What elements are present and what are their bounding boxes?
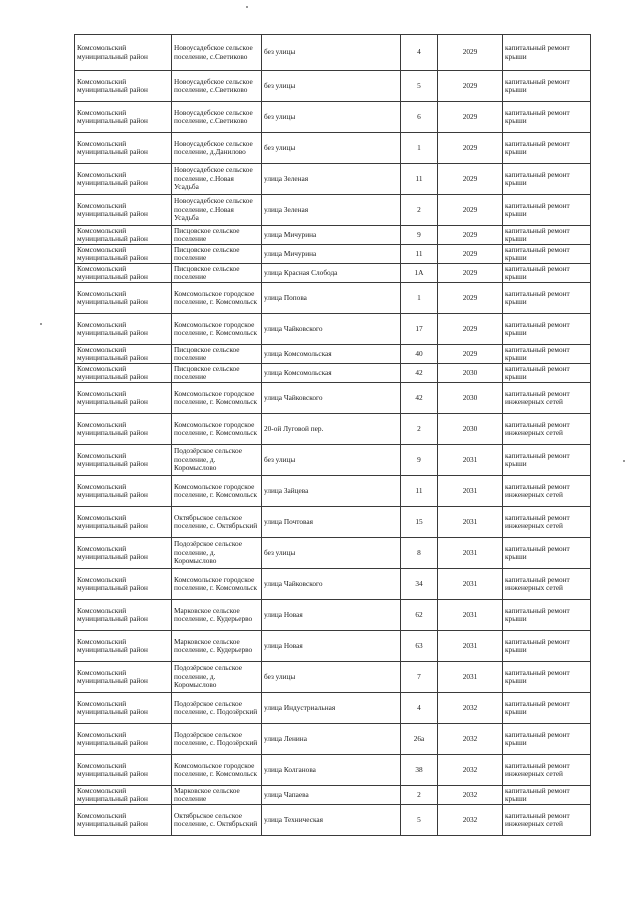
table-row (75, 507, 591, 538)
year-cell: 2029 (438, 226, 503, 245)
house-number-cell: 15 (401, 507, 438, 538)
district-cell: Комсомольский муниципальный район (75, 133, 172, 164)
street-cell: улица Красная Слобода (262, 264, 401, 283)
table-row (75, 538, 591, 569)
table-row (75, 383, 591, 414)
year-cell: 2029 (438, 102, 503, 133)
table-row (75, 364, 591, 383)
year-cell: 2030 (438, 414, 503, 445)
work-type-cell: капитальный ремонт крыши (503, 662, 591, 693)
house-number-cell: 11 (401, 245, 438, 264)
house-number-cell: 2 (401, 414, 438, 445)
work-type-cell: капитальный ремонт крыши (503, 283, 591, 314)
settlement-cell: Новоусадебское сельское поселение, с.Новая Усадьба (172, 164, 262, 195)
settlement-cell: Подозёрское сельское поселение, д. Коромыслово (172, 662, 262, 693)
street-cell: улица Индустриальная (262, 693, 401, 724)
work-type-cell: капитальный ремонт крыши (503, 538, 591, 569)
district-cell: Комсомольский муниципальный район (75, 35, 172, 71)
street-cell: без улицы (262, 662, 401, 693)
street-cell: без улицы (262, 102, 401, 133)
district-cell: Комсомольский муниципальный район (75, 102, 172, 133)
street-cell: улица Ленина (262, 724, 401, 755)
settlement-cell: Подозёрское сельское поселение, д. Коромыслово (172, 538, 262, 569)
table-row (75, 226, 591, 245)
scan-speck (623, 460, 625, 462)
street-cell: без улицы (262, 133, 401, 164)
work-type-cell: капитальный ремонт крыши (503, 133, 591, 164)
district-cell: Комсомольский муниципальный район (75, 445, 172, 476)
house-number-cell: 11 (401, 164, 438, 195)
year-cell: 2031 (438, 600, 503, 631)
street-cell: без улицы (262, 445, 401, 476)
street-cell: улица Зайцева (262, 476, 401, 507)
street-cell: улица Колганова (262, 755, 401, 786)
house-number-cell: 17 (401, 314, 438, 345)
settlement-cell: Марковское сельское поселение, с. Кудерьерво (172, 600, 262, 631)
repair-schedule-table (74, 34, 591, 836)
district-cell: Комсомольский муниципальный район (75, 507, 172, 538)
table-row (75, 102, 591, 133)
house-number-cell: 26а (401, 724, 438, 755)
table-row (75, 805, 591, 836)
settlement-cell: Новоусадебское сельское поселение, с.Новая Усадьба (172, 195, 262, 226)
year-cell: 2029 (438, 345, 503, 364)
settlement-cell: Марковское сельское поселение (172, 786, 262, 805)
street-cell: улица Зеленая (262, 195, 401, 226)
work-type-cell: капитальный ремонт инженерных сетей (503, 755, 591, 786)
house-number-cell: 8 (401, 538, 438, 569)
year-cell: 2029 (438, 283, 503, 314)
settlement-cell: Комсомольское городское поселение, г. Комсомольск (172, 569, 262, 600)
district-cell: Комсомольский муниципальный район (75, 755, 172, 786)
settlement-cell: Комсомольское городское поселение, г. Комсомольск (172, 414, 262, 445)
settlement-cell: Октябрьское сельское поселение, с. Октябрьский (172, 805, 262, 836)
house-number-cell: 1 (401, 283, 438, 314)
table-row (75, 71, 591, 102)
work-type-cell: капитальный ремонт крыши (503, 693, 591, 724)
street-cell: улица Комсомольская (262, 364, 401, 383)
table-row (75, 345, 591, 364)
table-row (75, 133, 591, 164)
work-type-cell: капитальный ремонт крыши (503, 364, 591, 383)
year-cell: 2031 (438, 445, 503, 476)
street-cell: улица Техническая (262, 805, 401, 836)
settlement-cell: Октябрьское сельское поселение, с. Октябрьский (172, 507, 262, 538)
street-cell: улица Чапаева (262, 786, 401, 805)
street-cell: улица Новая (262, 600, 401, 631)
work-type-cell: капитальный ремонт крыши (503, 226, 591, 245)
work-type-cell: капитальный ремонт крыши (503, 314, 591, 345)
work-type-cell: капитальный ремонт инженерных сетей (503, 476, 591, 507)
street-cell: улица Почтовая (262, 507, 401, 538)
work-type-cell: капитальный ремонт инженерных сетей (503, 805, 591, 836)
street-cell: улица Чайковского (262, 314, 401, 345)
year-cell: 2032 (438, 755, 503, 786)
settlement-cell: Комсомольское городское поселение, г. Комсомольск (172, 755, 262, 786)
settlement-cell: Новоусадебское сельское поселение, с.Светиково (172, 102, 262, 133)
scan-speck (246, 6, 248, 8)
work-type-cell: капитальный ремонт крыши (503, 35, 591, 71)
district-cell: Комсомольский муниципальный район (75, 345, 172, 364)
year-cell: 2032 (438, 693, 503, 724)
table-row (75, 662, 591, 693)
district-cell: Комсомольский муниципальный район (75, 724, 172, 755)
street-cell: улица Чайковского (262, 383, 401, 414)
street-cell: улица Попова (262, 283, 401, 314)
settlement-cell: Комсомольское городское поселение, г. Комсомольск (172, 314, 262, 345)
house-number-cell: 1А (401, 264, 438, 283)
table-row (75, 476, 591, 507)
district-cell: Комсомольский муниципальный район (75, 414, 172, 445)
year-cell: 2030 (438, 383, 503, 414)
house-number-cell: 2 (401, 195, 438, 226)
district-cell: Комсомольский муниципальный район (75, 164, 172, 195)
settlement-cell: Новоусадебское сельское поселение, с.Светиково (172, 35, 262, 71)
district-cell: Комсомольский муниципальный район (75, 383, 172, 414)
street-cell: без улицы (262, 35, 401, 71)
district-cell: Комсомольский муниципальный район (75, 195, 172, 226)
year-cell: 2029 (438, 314, 503, 345)
year-cell: 2031 (438, 476, 503, 507)
house-number-cell: 5 (401, 71, 438, 102)
settlement-cell: Писцовское сельское поселение (172, 245, 262, 264)
table-row (75, 569, 591, 600)
table-row (75, 755, 591, 786)
table-row (75, 35, 591, 71)
street-cell: без улицы (262, 71, 401, 102)
district-cell: Комсомольский муниципальный район (75, 245, 172, 264)
house-number-cell: 6 (401, 102, 438, 133)
settlement-cell: Подозёрское сельское поселение, с. Подозёрский (172, 724, 262, 755)
work-type-cell: капитальный ремонт инженерных сетей (503, 507, 591, 538)
table-row (75, 786, 591, 805)
year-cell: 2029 (438, 195, 503, 226)
house-number-cell: 34 (401, 569, 438, 600)
work-type-cell: капитальный ремонт инженерных сетей (503, 383, 591, 414)
house-number-cell: 42 (401, 383, 438, 414)
work-type-cell: капитальный ремонт крыши (503, 195, 591, 226)
street-cell: улица Новая (262, 631, 401, 662)
street-cell: улица Мичурина (262, 226, 401, 245)
table-row (75, 245, 591, 264)
work-type-cell: капитальный ремонт инженерных сетей (503, 569, 591, 600)
work-type-cell: капитальный ремонт крыши (503, 102, 591, 133)
street-cell: улица Мичурина (262, 245, 401, 264)
district-cell: Комсомольский муниципальный район (75, 805, 172, 836)
street-cell: улица Зеленая (262, 164, 401, 195)
year-cell: 2029 (438, 164, 503, 195)
settlement-cell: Комсомольское городское поселение, г. Комсомольск (172, 476, 262, 507)
house-number-cell: 2 (401, 786, 438, 805)
year-cell: 2029 (438, 71, 503, 102)
house-number-cell: 11 (401, 476, 438, 507)
table-row (75, 314, 591, 345)
district-cell: Комсомольский муниципальный район (75, 631, 172, 662)
settlement-cell: Марковское сельское поселение, с. Кудерьерво (172, 631, 262, 662)
table-row (75, 631, 591, 662)
year-cell: 2031 (438, 631, 503, 662)
settlement-cell: Подозёрское сельское поселение, с. Подозёрский (172, 693, 262, 724)
year-cell: 2030 (438, 364, 503, 383)
table-row (75, 283, 591, 314)
district-cell: Комсомольский муниципальный район (75, 693, 172, 724)
district-cell: Комсомольский муниципальный район (75, 786, 172, 805)
house-number-cell: 42 (401, 364, 438, 383)
year-cell: 2031 (438, 569, 503, 600)
settlement-cell: Комсомольское городское поселение, г. Комсомольск (172, 283, 262, 314)
year-cell: 2029 (438, 133, 503, 164)
district-cell: Комсомольский муниципальный район (75, 226, 172, 245)
house-number-cell: 7 (401, 662, 438, 693)
table-row (75, 445, 591, 476)
table-row (75, 414, 591, 445)
work-type-cell: капитальный ремонт крыши (503, 724, 591, 755)
street-cell: без улицы (262, 538, 401, 569)
settlement-cell: Новоусадебское сельское поселение, д.Данилово (172, 133, 262, 164)
year-cell: 2032 (438, 805, 503, 836)
district-cell: Комсомольский муниципальный район (75, 476, 172, 507)
work-type-cell: капитальный ремонт крыши (503, 245, 591, 264)
house-number-cell: 4 (401, 693, 438, 724)
district-cell: Комсомольский муниципальный район (75, 662, 172, 693)
year-cell: 2031 (438, 538, 503, 569)
settlement-cell: Писцовское сельское поселение (172, 264, 262, 283)
work-type-cell: капитальный ремонт крыши (503, 71, 591, 102)
house-number-cell: 62 (401, 600, 438, 631)
year-cell: 2029 (438, 264, 503, 283)
table-row (75, 724, 591, 755)
year-cell: 2029 (438, 35, 503, 71)
work-type-cell: капитальный ремонт инженерных сетей (503, 414, 591, 445)
table-row (75, 600, 591, 631)
district-cell: Комсомольский муниципальный район (75, 264, 172, 283)
house-number-cell: 5 (401, 805, 438, 836)
year-cell: 2032 (438, 786, 503, 805)
work-type-cell: капитальный ремонт крыши (503, 445, 591, 476)
table-row (75, 195, 591, 226)
house-number-cell: 1 (401, 133, 438, 164)
table-row (75, 264, 591, 283)
district-cell: Комсомольский муниципальный район (75, 71, 172, 102)
street-cell: улица Чайковского (262, 569, 401, 600)
street-cell: 20-ой Луговой пер. (262, 414, 401, 445)
district-cell: Комсомольский муниципальный район (75, 600, 172, 631)
district-cell: Комсомольский муниципальный район (75, 569, 172, 600)
district-cell: Комсомольский муниципальный район (75, 364, 172, 383)
settlement-cell: Писцовское сельское поселение (172, 226, 262, 245)
year-cell: 2032 (438, 724, 503, 755)
house-number-cell: 9 (401, 226, 438, 245)
house-number-cell: 9 (401, 445, 438, 476)
settlement-cell: Подозёрское сельское поселение, д. Коромыслово (172, 445, 262, 476)
district-cell: Комсомольский муниципальный район (75, 283, 172, 314)
house-number-cell: 63 (401, 631, 438, 662)
table-row (75, 693, 591, 724)
year-cell: 2031 (438, 662, 503, 693)
work-type-cell: капитальный ремонт крыши (503, 345, 591, 364)
settlement-cell: Писцовское сельское поселение (172, 364, 262, 383)
settlement-cell: Новоусадебское сельское поселение, с.Светиково (172, 71, 262, 102)
scan-speck (40, 323, 42, 325)
year-cell: 2029 (438, 245, 503, 264)
year-cell: 2031 (438, 507, 503, 538)
house-number-cell: 38 (401, 755, 438, 786)
work-type-cell: капитальный ремонт крыши (503, 631, 591, 662)
house-number-cell: 40 (401, 345, 438, 364)
work-type-cell: капитальный ремонт крыши (503, 786, 591, 805)
settlement-cell: Писцовское сельское поселение (172, 345, 262, 364)
work-type-cell: капитальный ремонт крыши (503, 164, 591, 195)
street-cell: улица Комсомольская (262, 345, 401, 364)
settlement-cell: Комсомольское городское поселение, г. Комсомольск (172, 383, 262, 414)
district-cell: Комсомольский муниципальный район (75, 314, 172, 345)
work-type-cell: капитальный ремонт крыши (503, 600, 591, 631)
table-row (75, 164, 591, 195)
district-cell: Комсомольский муниципальный район (75, 538, 172, 569)
house-number-cell: 4 (401, 35, 438, 71)
work-type-cell: капитальный ремонт крыши (503, 264, 591, 283)
